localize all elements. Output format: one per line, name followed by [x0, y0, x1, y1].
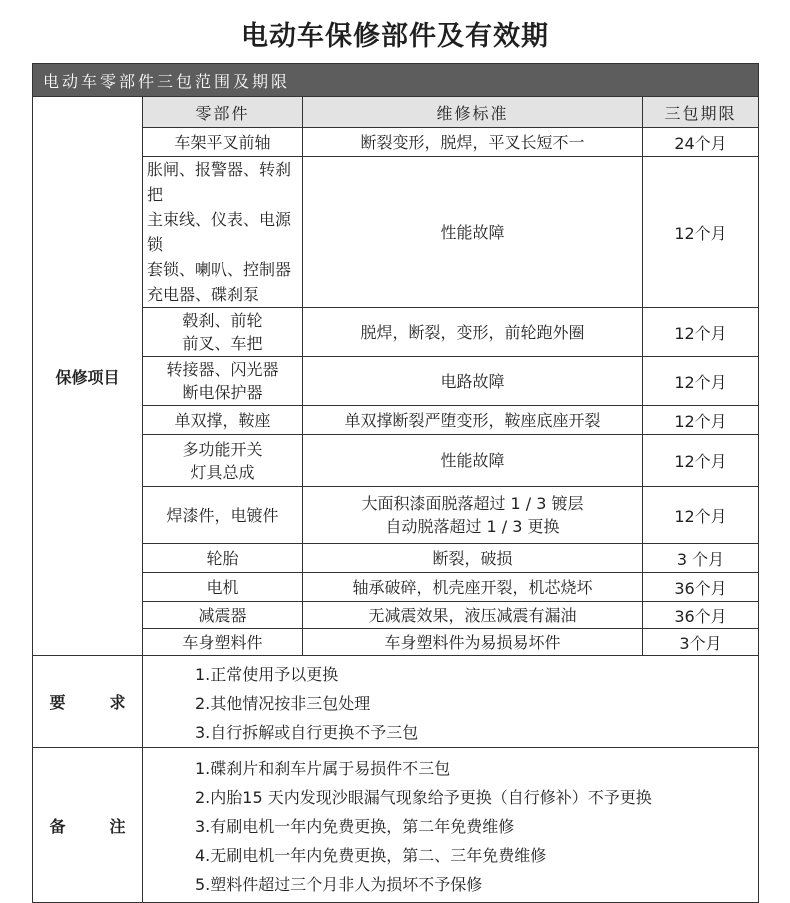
period-cell: 12个月: [643, 308, 759, 357]
part-cell: [143, 157, 303, 308]
part-line: 前叉、车把: [182, 334, 263, 353]
part-line: 转接器、闪光器: [166, 360, 279, 379]
remark-item: 3.有刷电机一年内免费更换，第二年免费维修: [195, 817, 515, 836]
standard-line: 车身塑料件为易损易坏件: [384, 632, 561, 652]
part-cell: [143, 544, 303, 573]
part-line: 单双撑，鞍座: [174, 410, 271, 430]
period-cell: 3 个月: [643, 544, 759, 573]
standard-line: 大面积漆面脱落超过 1 / 3 镀层: [361, 494, 584, 513]
warranty-table: [32, 63, 759, 903]
standard-cell: [303, 629, 643, 656]
standard-line: 性能故障: [440, 451, 505, 470]
part-cell: [143, 435, 303, 487]
standard-cell: [303, 544, 643, 573]
requirement-item: 1.正常使用予以更换: [195, 665, 339, 684]
part-line: 电机: [206, 577, 239, 597]
standard-cell: [303, 157, 643, 308]
requirements-label: 要 求: [33, 656, 143, 748]
period-cell: 36个月: [643, 602, 759, 629]
part-line: 套锁、喇叭、控制器: [147, 260, 292, 279]
standard-cell: [303, 602, 643, 629]
period-cell: 12个月: [643, 357, 759, 406]
part-line: 充电器、碟刹泵: [147, 285, 260, 304]
page-title: 电动车保修部件及有效期: [241, 21, 549, 52]
remark-item: 2.内胎15 天内发现沙眼漏气现象给予更换（自行修补）不予更换: [195, 788, 652, 807]
part-line: 断电保护器: [182, 383, 263, 402]
part-line: 灯具总成: [190, 462, 255, 482]
part-cell: [143, 629, 303, 656]
requirement-item: 3.自行拆解或自行更换不予三包: [195, 723, 419, 742]
standard-line: 轴承破碎，机壳座开裂，机芯烧坏: [352, 577, 593, 597]
standard-line: 无减震效果，液压减震有漏油: [368, 605, 577, 625]
period-cell: 12个月: [643, 435, 759, 487]
header-part: 零部件: [143, 97, 303, 128]
standard-line: 脱焊，断裂，变形，前轮跑外圈: [360, 322, 585, 342]
remark-item: 5.塑料件超过三个月非人为损坏不予保修: [195, 875, 483, 894]
requirement-item: 2.其他情况按非三包处理: [195, 694, 371, 713]
header-period: 三包期限: [643, 97, 759, 128]
part-line: 焊漆件，电镀件: [166, 505, 279, 525]
standard-line: 性能故障: [440, 222, 505, 242]
part-line: 减震器: [198, 605, 247, 625]
remarks-list: [143, 748, 759, 903]
part-cell: [143, 308, 303, 357]
part-line: 胀闸、报警器、转刹把: [147, 160, 292, 204]
remarks-label: 备 注: [33, 748, 143, 903]
table-banner: 电动车零部件三包范围及期限: [33, 64, 759, 97]
standard-cell: [303, 573, 643, 602]
section-label-warranty-items: 保修项目: [33, 97, 143, 656]
part-line: 车架平叉前轴: [174, 132, 271, 152]
standard-line: 电路故障: [440, 371, 505, 391]
standard-cell: [303, 308, 643, 357]
remark-item: 1.碟刹片和刹车片属于易损件不三包: [195, 759, 451, 778]
period-cell: 12个月: [643, 487, 759, 544]
part-cell: [143, 406, 303, 435]
standard-cell: [303, 357, 643, 406]
part-line: 毂刹、前轮: [182, 311, 263, 330]
remark-item: 4.无刷电机一年内免费更换，第二、三年免费维修: [195, 846, 547, 865]
part-line: 车身塑料件: [182, 632, 263, 652]
standard-cell: [303, 487, 643, 544]
standard-cell: [303, 435, 643, 487]
part-cell: [143, 128, 303, 157]
part-line: 主束线、仪表、电源锁: [147, 210, 292, 254]
part-cell: [143, 573, 303, 602]
standard-line: 自动脱落超过 1 / 3 更换: [385, 517, 560, 536]
period-cell: 3个月: [643, 629, 759, 656]
period-cell: 36个月: [643, 573, 759, 602]
period-cell: 12个月: [643, 406, 759, 435]
standard-line: 单双撑断裂严堕变形，鞍座底座开裂: [344, 410, 601, 430]
part-cell: [143, 357, 303, 406]
header-standard: 维修标准: [303, 97, 643, 128]
period-cell: 24个月: [643, 128, 759, 157]
period-cell: 12个月: [643, 157, 759, 308]
standard-cell: [303, 128, 643, 157]
standard-cell: [303, 406, 643, 435]
requirements-list: [143, 656, 759, 748]
part-line: 轮胎: [206, 548, 239, 568]
standard-line: 断裂，破损: [432, 548, 513, 568]
part-cell: [143, 602, 303, 629]
part-cell: [143, 487, 303, 544]
standard-line: 断裂变形，脱焊，平叉长短不一: [360, 132, 585, 152]
part-line: 多功能开关: [182, 439, 263, 459]
